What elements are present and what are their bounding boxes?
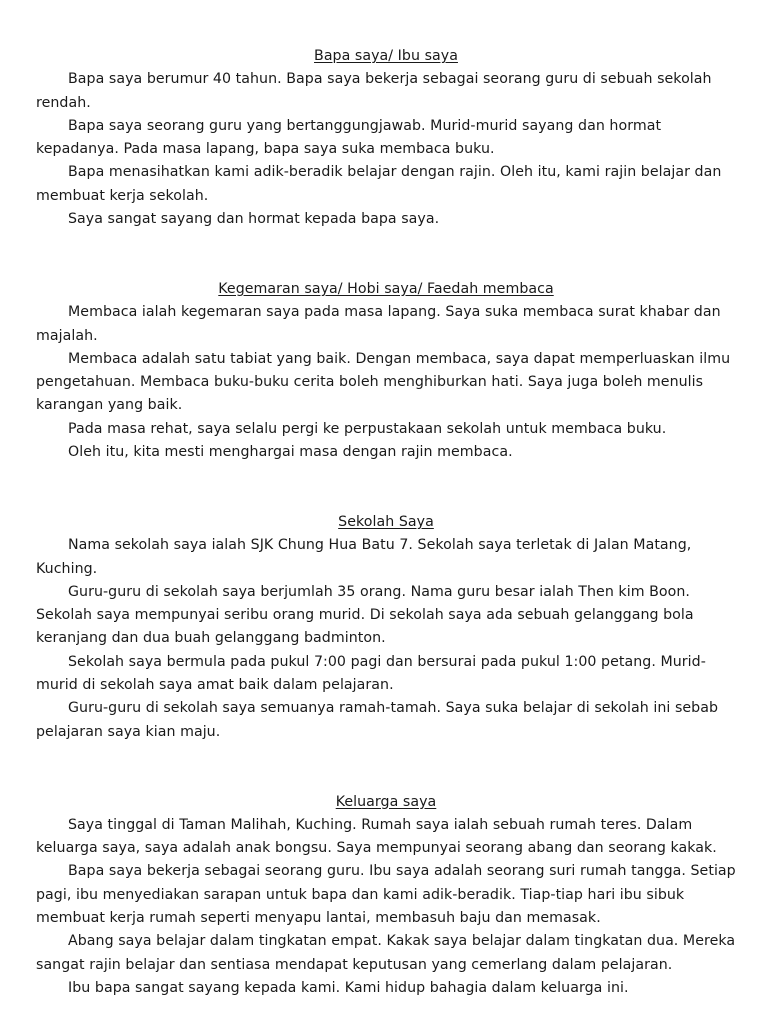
section-title: Bapa saya/ Ibu saya <box>314 48 458 64</box>
paragraph: Bapa saya seorang guru yang bertanggungjawab. Murid-murid sayang dan hormat kepadanya. Pada masa lapang, bapa saya suka membaca buku. <box>36 117 662 158</box>
paragraph: Bapa menasihatkan kami adik-beradik belajar dengan rajin. Oleh itu, kami rajin belajar dan membuat kerja sekolah. <box>36 164 722 204</box>
paragraph: Guru-guru di sekolah saya semuanya ramah-tamah. Saya suka belajar di sekolah ini sebab pelajaran saya kian maju. <box>36 700 719 740</box>
paragraph: Membaca ialah kegemaran saya pada masa lapang. Saya suka membaca surat khabar dan majalah. <box>36 304 721 344</box>
section-title: Kegemaran saya/ Hobi saya/ Faedah membaca <box>218 280 554 297</box>
paragraph: Bapa saya berumur 40 tahun. Bapa saya bekerja sebagai seorang guru di sebuah sekolah rendah. <box>36 71 712 111</box>
section-kegemaran-saya <box>36 278 736 464</box>
paragraph: Ibu bapa sangat sayang kepada kami. Kami hidup bahagia dalam keluarga ini. <box>68 979 629 996</box>
document-page <box>36 45 736 1000</box>
section-sekolah-saya <box>36 511 736 744</box>
section-title: Sekolah Saya <box>338 513 434 530</box>
paragraph: Sekolah saya bermula pada pukul 7:00 pagi dan bersurai pada pukul 1:00 petang. Murid-murid di sekolah saya amat baik dalam pelajaran. <box>36 653 706 694</box>
paragraph: Saya sangat sayang dan hormat kepada bapa saya. <box>68 211 440 228</box>
paragraph: Oleh itu, kita mesti menghargai masa dengan rajin membaca. <box>68 444 513 461</box>
paragraph: Bapa saya bekerja sebagai seorang guru. Ibu saya adalah seorang suri rumah tangga. Setiap pagi, ibu menyediakan sarapan untuk bapa dan kami adik-beradik. Tiap-tiap hari ibu sibuk membuat kerja rumah seperti menyapu lantai, membasuh baju dan memasak. <box>36 863 736 926</box>
section-keluarga-saya <box>36 791 736 1001</box>
paragraph: Saya tinggal di Taman Malihah, Kuching. Rumah saya ialah sebuah rumah teres. Dalam keluarga saya, saya adalah anak bongsu. Saya mempunyai seorang abang dan seorang kakak. <box>36 816 717 857</box>
paragraph: Guru-guru di sekolah saya berjumlah 35 orang. Nama guru besar ialah Then kim Boon. Sekolah saya mempunyai seribu orang murid. Di sekolah saya ada sebuah gelanggang bola keranjang dan dua buah gelanggang badminton. <box>36 583 694 647</box>
paragraph: Membaca adalah satu tabiat yang baik. Dengan membaca, saya dapat memperluaskan ilmu pengetahuan. Membaca buku-buku cerita boleh menghiburkan hati. Saya juga boleh menulis karangan yang baik. <box>36 350 731 414</box>
paragraph: Abang saya belajar dalam tingkatan empat. Kakak saya belajar dalam tingkatan dua. Mereka sangat rajin belajar dan sentiasa mendapat keputusan yang cemerlang dalam pelajaran. <box>36 933 736 973</box>
section-bapa-saya <box>36 45 736 231</box>
section-title: Keluarga saya <box>335 793 437 810</box>
paragraph: Pada masa rehat, saya selalu pergi ke perpustakaan sekolah untuk membaca buku. <box>68 420 667 437</box>
paragraph: Nama sekolah saya ialah SJK Chung Hua Batu 7. Sekolah saya terletak di Jalan Matang, Kuching. <box>36 537 692 577</box>
